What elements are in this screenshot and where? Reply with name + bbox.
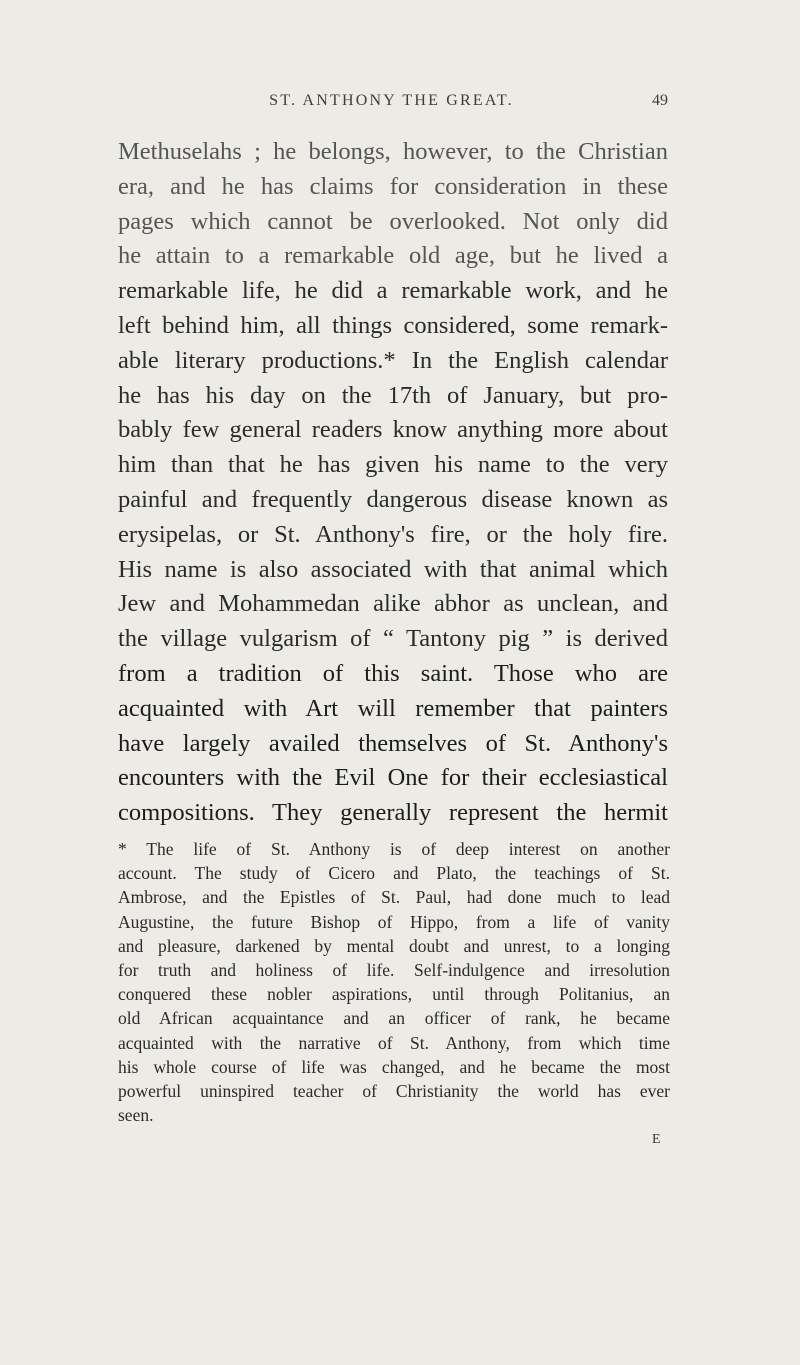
text-line: the village vulgarism of “ Tantony pig ” is derived (118, 625, 668, 653)
text-line: erysipelas, or St. Anthony's fire, or the holy fire. (118, 520, 668, 548)
page-number: 49 (652, 92, 668, 109)
text-line: able literary productions.* In the English calendar (118, 346, 668, 374)
footnote-line: and pleasure, darkened by mental doubt and unrest, to a longing (118, 935, 670, 956)
text-line: His name is also associated with that animal which (118, 555, 668, 583)
footnote-line: account. The study of Cicero and Plato, the teachings of St. (118, 863, 670, 884)
main-text (118, 135, 668, 831)
footnote-line: acquainted with the narrative of St. Anthony, from which time (118, 1032, 670, 1053)
footnote-line: conquered these nobler aspirations, until through Politanius, an (118, 984, 670, 1005)
text-line: painful and frequently dangerous disease known as (118, 485, 668, 513)
text-line: acquainted with Art will remember that painters (118, 694, 668, 722)
footnote-line: * The life of St. Anthony is of deep interest on another (118, 839, 670, 859)
running-head: ST. ANTHONY THE GREAT. (269, 92, 514, 109)
text-line: era, and he has claims for consideration in these (118, 172, 668, 200)
text-line: Methuselahs ; he belongs, however, to the Christian (118, 138, 668, 165)
footnote-line: powerful uninspired teacher of Christianity the world has ever (118, 1081, 670, 1102)
text-line: compositions. They generally represent the hermit (118, 799, 668, 827)
text-line: encounters with the Evil One for their ecclesiastical (118, 764, 668, 792)
text-line: have largely availed themselves of St. Anthony's (118, 729, 668, 757)
page-header (115, 92, 668, 118)
text-line: left behind him, all things considered, some remark- (118, 311, 668, 339)
footnote-line: Ambrose, and the Epistles of St. Paul, had done much to lead (118, 887, 670, 908)
text-line: Jew and Mohammedan alike abhor as unclean, and (118, 590, 668, 618)
footnote-line: his whole course of life was changed, and he became the most (118, 1056, 670, 1077)
signature-mark: E (652, 1132, 661, 1147)
text-line: him than that he has given his name to the very (118, 451, 668, 479)
footnote-line: seen. (118, 1105, 154, 1126)
footnote (118, 837, 670, 1127)
footnote-line: old African acquaintance and an officer of rank, he became (118, 1008, 670, 1029)
footnote-line: Augustine, the future Bishop of Hippo, from a life of vanity (118, 911, 670, 932)
text-line: bably few general readers know anything more about (118, 416, 668, 444)
text-line: he has his day on the 17th of January, but pro- (118, 381, 668, 409)
text-line: remarkable life, he did a remarkable work, and he (118, 277, 668, 305)
text-line: from a tradition of this saint. Those who are (118, 659, 668, 687)
text-line: he attain to a remarkable old age, but he lived a (118, 242, 668, 270)
text-line: pages which cannot be overlooked. Not only did (118, 207, 668, 235)
footnote-line: for truth and holiness of life. Self-indulgence and irresolution (118, 960, 670, 981)
